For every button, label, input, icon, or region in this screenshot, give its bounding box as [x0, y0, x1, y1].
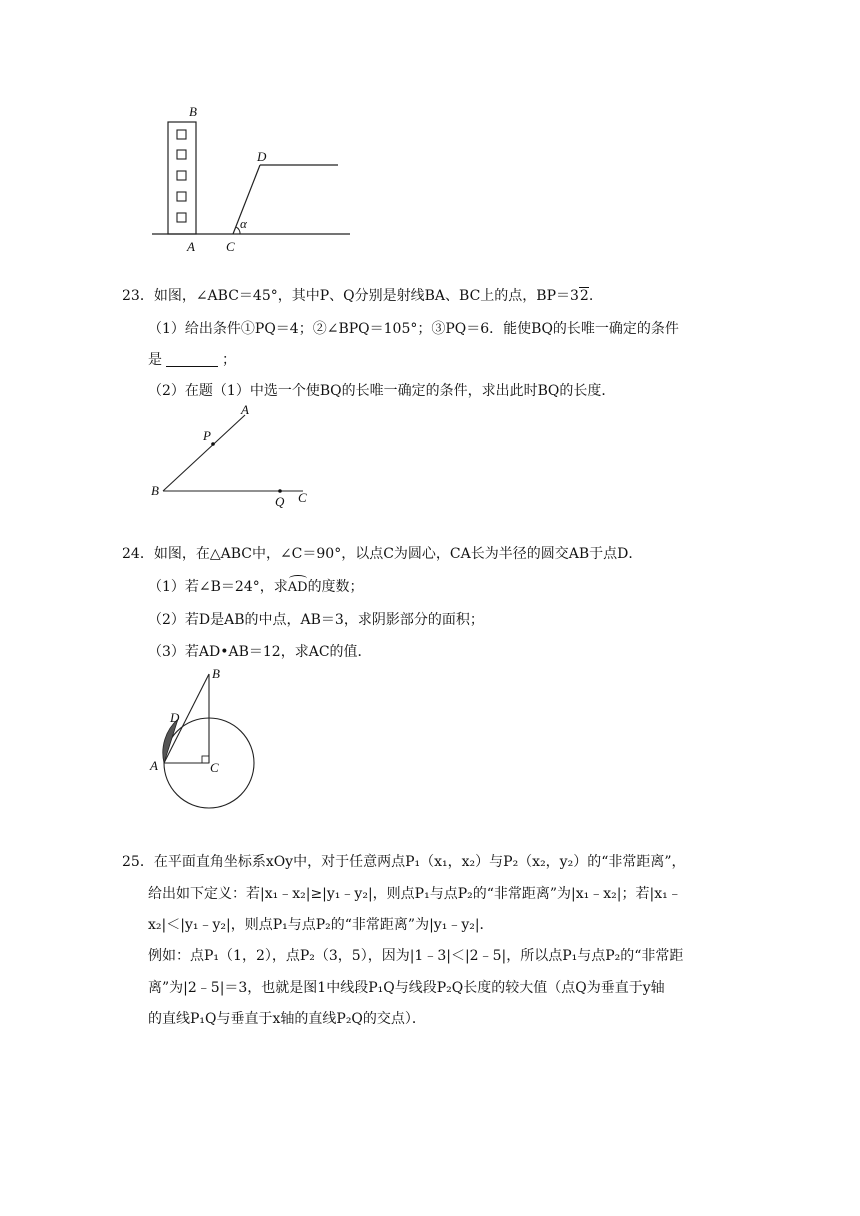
- sqrt-2: 2: [579, 288, 589, 304]
- label-alpha: α: [240, 216, 247, 231]
- q25-line1: 25．在平面直角坐标系xOy中，对于任意两点P₁（x₁，x₂）与P₂（x₂，y₂）的“非常距离”，: [122, 854, 686, 870]
- ray-ba: [163, 415, 245, 491]
- q23-part1a: （1）给出条件①PQ＝4；②∠BPQ＝105°；③PQ＝6．能使BQ的长唯一确定的条件: [148, 321, 679, 337]
- label-d: D: [170, 710, 180, 725]
- window-3: [177, 171, 186, 180]
- label-d: D: [257, 149, 267, 164]
- figure-building-ramp: [140, 100, 370, 255]
- q25-line4: 例如：点P₁（1，2），点P₂（3，5），因为|1﹣3|＜|2﹣5|，所以点P₁与点P₂的“非常距: [148, 948, 684, 964]
- q23-stem: 23．如图，∠ABC＝45°，其中P、Q分别是射线BA、BC上的点，BP＝32.: [122, 288, 594, 304]
- window-5: [177, 213, 186, 222]
- label-c: C: [210, 760, 219, 775]
- window-1: [177, 130, 186, 139]
- label-b: B: [212, 666, 220, 681]
- right-angle-mark: [202, 756, 209, 763]
- label-b: B: [151, 483, 159, 498]
- q25-line3: x₂|＜|y₁﹣y₂|，则点P₁与点P₂的“非常距离”为|y₁﹣y₂|．: [148, 917, 494, 933]
- label-b: B: [189, 104, 197, 119]
- label-p: P: [203, 428, 211, 443]
- label-c: C: [226, 239, 235, 254]
- q25-line2: 给出如下定义：若|x₁﹣x₂|≥|y₁﹣y₂|，则点P₁与点P₂的“非常距离”为|x₁﹣x₂|；若|x₁﹣: [148, 886, 682, 902]
- point-q: [278, 489, 282, 493]
- q24-part1: （1）若∠B＝24°，求AD的度数；: [148, 577, 364, 598]
- answer-blank[interactable]: [166, 352, 218, 367]
- label-c: C: [298, 490, 307, 505]
- figure-circle-triangle: [140, 662, 280, 812]
- label-a: A: [187, 239, 195, 254]
- label-q: Q: [275, 494, 285, 509]
- arc-ad: AD: [288, 578, 308, 598]
- window-2: [177, 150, 186, 159]
- label-a: A: [241, 402, 249, 417]
- q25-line5: 离”为|2﹣5|＝3，也就是图1中线段P₁Q与线段P₂Q长度的较大值（点Q为垂直于y轴: [148, 980, 665, 996]
- label-a: A: [150, 758, 158, 773]
- q25-line6: 的直线P₁Q与垂直于x轴的直线P₂Q的交点）．: [148, 1011, 426, 1027]
- point-p: [211, 442, 215, 446]
- q24-part2: （2）若D是AB的中点，AB＝3，求阴影部分的面积；: [148, 612, 484, 628]
- q24-stem: 24．如图，在△ABC中，∠C＝90°，以点C为圆心，CA长为半径的圆交AB于点D．: [122, 546, 643, 562]
- q23-part2: （2）在题（1）中选一个使BQ的长唯一确定的条件，求出此时BQ的长度．: [148, 383, 616, 399]
- figure-angle-abc: [145, 400, 325, 512]
- q23-part1b: 是 ；: [148, 352, 236, 368]
- window-4: [177, 192, 186, 201]
- q24-part3: （3）若AD•AB＝12，求AC的值．: [148, 644, 372, 660]
